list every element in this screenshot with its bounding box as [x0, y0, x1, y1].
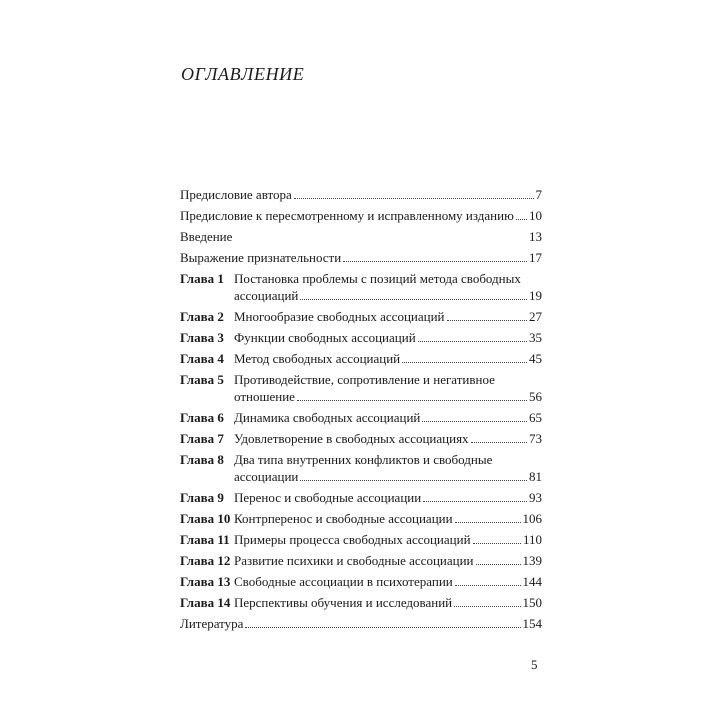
- dot-leader: [447, 319, 527, 321]
- toc-entry-page: 56: [529, 389, 542, 404]
- toc-entry-page: 139: [522, 553, 542, 568]
- blank-leader: [234, 239, 527, 241]
- toc-chapter-9: [180, 489, 542, 506]
- dot-leader: [300, 298, 527, 300]
- page-number: 5: [531, 657, 538, 672]
- chapter-label: Глава 10: [180, 511, 231, 526]
- toc-entry-introduction: [180, 228, 542, 245]
- toc-entry-title: Предисловие автора: [180, 187, 292, 202]
- dot-leader: [473, 542, 521, 544]
- toc-chapter-8: [180, 451, 542, 485]
- toc-entry-page: 45: [529, 351, 542, 366]
- toc-entry-title: Свободные ассоциации в психотерапии: [234, 574, 453, 589]
- toc-entry-page: 17: [529, 250, 542, 265]
- toc-entry-title: Литература: [180, 616, 244, 631]
- chapter-label: Глава 3: [180, 330, 224, 345]
- toc-entry-page: 13: [529, 229, 542, 244]
- toc-entry-page: 7: [535, 187, 542, 202]
- toc-chapter-14: [180, 594, 542, 611]
- toc-entry-page: 110: [522, 532, 542, 547]
- dot-leader: [294, 197, 534, 199]
- toc-chapter-4: [180, 350, 542, 367]
- toc-entry-page: 65: [529, 410, 542, 425]
- toc-entry-page: 27: [529, 309, 542, 324]
- toc-chapter-6: [180, 409, 542, 426]
- toc-chapter-12: [180, 552, 542, 569]
- chapter-label: Глава 6: [180, 410, 224, 425]
- toc-chapter-7: [180, 430, 542, 447]
- toc-entry-title-line2: отношение: [234, 389, 295, 404]
- chapter-label: Глава 9: [180, 490, 224, 505]
- toc-entry-title-line2: ассоциаций: [234, 288, 299, 303]
- dot-leader: [454, 605, 520, 607]
- table-of-contents: [180, 186, 542, 636]
- toc-entry-title: Метод свободных ассоциаций: [234, 351, 401, 366]
- dot-leader: [471, 441, 527, 443]
- chapter-label: Глава 13: [180, 574, 231, 589]
- dot-leader: [418, 340, 527, 342]
- dot-leader: [300, 479, 527, 481]
- toc-entry-acknowledgements: [180, 249, 542, 266]
- toc-entry-title: Выражение признательности: [180, 250, 342, 265]
- toc-entry-title: Удовлетворение в свободных ассоциациях: [234, 431, 469, 446]
- dot-leader: [516, 218, 527, 220]
- dot-leader: [245, 626, 520, 628]
- toc-entry-title: Примеры процесса свободных ассоциаций: [234, 532, 471, 547]
- toc-entry-page: 81: [529, 469, 542, 484]
- chapter-label: Глава 11: [180, 532, 230, 547]
- dot-leader: [402, 361, 527, 363]
- toc-entry-page: 93: [529, 490, 542, 505]
- dot-leader: [343, 260, 527, 262]
- toc-entry-title: Предисловие к пересмотренному и исправленному изданию: [180, 208, 514, 223]
- toc-entry-page: 10: [529, 208, 542, 223]
- toc-entry-title: Динамика свободных ассоциаций: [234, 410, 421, 425]
- toc-entry-title: Многообразие свободных ассоциаций: [234, 309, 445, 324]
- toc-entry-title: Перспективы обучения и исследований: [234, 595, 453, 610]
- dot-leader: [455, 584, 521, 586]
- chapter-label: Глава 12: [180, 553, 231, 568]
- dot-leader: [422, 420, 527, 422]
- toc-entry-preface-author: [180, 186, 542, 203]
- page-title: ОГЛАВЛЕНИЕ: [181, 64, 305, 84]
- chapter-label: Глава 8: [180, 452, 224, 467]
- toc-entry-literature: [180, 615, 542, 632]
- toc-entry-title-line1: Два типа внутренних конфликтов и свободные: [234, 452, 493, 467]
- toc-chapter-5: [180, 371, 542, 405]
- chapter-label: Глава 1: [180, 271, 224, 286]
- toc-entry-title-line1: Противодействие, сопротивление и негативное: [234, 372, 495, 387]
- toc-entry-title-line2: ассоциации: [234, 469, 299, 484]
- chapter-label: Глава 4: [180, 351, 224, 366]
- toc-entry-page: 106: [522, 511, 542, 526]
- toc-entry-title: Перенос и свободные ассоциации: [234, 490, 422, 505]
- chapter-label: Глава 2: [180, 309, 224, 324]
- toc-entry-page: 19: [529, 288, 542, 303]
- toc-entry-title: Введение: [180, 229, 233, 244]
- chapter-label: Глава 14: [180, 595, 231, 610]
- toc-entry-page: 144: [522, 574, 542, 589]
- toc-chapter-10: [180, 510, 542, 527]
- toc-chapter-2: [180, 308, 542, 325]
- toc-entry-title: Контрперенос и свободные ассоциации: [234, 511, 453, 526]
- dot-leader: [476, 563, 521, 565]
- toc-chapter-3: [180, 329, 542, 346]
- toc-chapter-11: [180, 531, 542, 548]
- toc-entry-title: Развитие психики и свободные ассоциации: [234, 553, 474, 568]
- toc-entry-page: 154: [522, 616, 542, 631]
- toc-entry-preface-revised: [180, 207, 542, 224]
- toc-entry-page: 150: [522, 595, 542, 610]
- toc-chapter-13: [180, 573, 542, 590]
- dot-leader: [297, 399, 527, 401]
- toc-entry-page: 73: [529, 431, 542, 446]
- chapter-label: Глава 7: [180, 431, 224, 446]
- chapter-label: Глава 5: [180, 372, 224, 387]
- toc-entry-page: 35: [529, 330, 542, 345]
- toc-entry-title: Функции свободных ассоциаций: [234, 330, 416, 345]
- toc-chapter-1: [180, 270, 542, 304]
- toc-entry-title-line1: Постановка проблемы с позиций метода свободных: [234, 271, 521, 286]
- dot-leader: [455, 521, 521, 523]
- dot-leader: [423, 500, 527, 502]
